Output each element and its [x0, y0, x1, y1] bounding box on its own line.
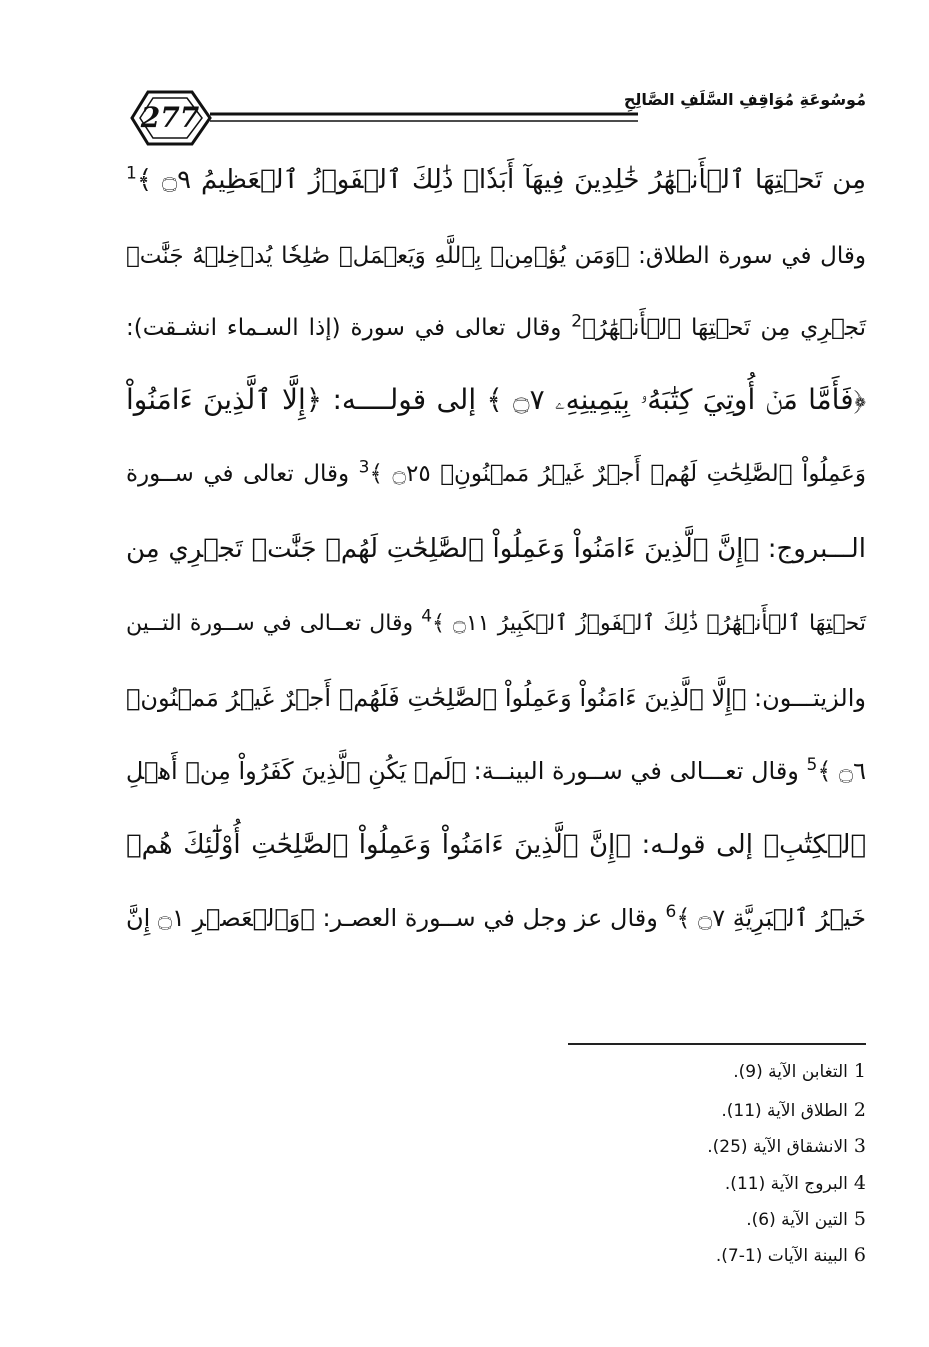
footnote-item: [733, 1058, 866, 1084]
footnote-item: [716, 1242, 866, 1268]
footnote-item: [746, 1206, 866, 1232]
footnote-reference[interactable]: 6: [665, 902, 677, 922]
text-line: [126, 823, 866, 867]
footnote-separator: [568, 1043, 866, 1045]
text-line-tail: وقال تعــالى في ســورة التــين: [126, 611, 422, 636]
text-line-content: الـــبروج: ﴿إِنَّ ٱلَّذِينَ ءَامَنُواْ وَعَمِلُواْ ٱلصَّٰلِحَٰتِ لَهُمۡ جَنَّٰتٞ تَجۡرِي مِن: [126, 534, 866, 564]
footnote-item: [721, 1097, 866, 1123]
text-line-tail: وقال عز وجل في ســورة العصـر: ﴿وَٱلۡعَصۡرِ ۝١ إِنَّ: [126, 904, 666, 932]
footnote-text: الطلاق الآية (11).: [721, 1101, 848, 1121]
text-line: [126, 234, 866, 278]
book-title: مُوسُوعَةِ مُوَاقِفِ السَّلَفِ الصَّالِحِ: [623, 90, 866, 109]
footnote-reference[interactable]: 4: [421, 606, 433, 627]
text-line: [126, 158, 866, 202]
text-line-tail: وقال تعالى في ســورة: [126, 461, 359, 487]
footnote-reference[interactable]: 2: [571, 311, 583, 332]
text-line-content: مِن تَحۡتِهَا ٱلۡأَنۡهَٰرُ خَٰلِدِينَ فِيهَآ أَبَدٗاۚ ذَٰلِكَ ٱلۡفَوۡزُ ٱلۡعَظِيمُ ۝٩ ﴾: [136, 165, 866, 195]
text-line-content: ﴿فَأَمَّا مَنۡ أُوتِيَ كِتَٰبَهُۥ بِيَمِينِهِۦ ۝٧ ﴾ إلى قولــــه: ﴿إِلَّا ٱلَّذِينَ ءَامَنُواْ: [126, 383, 866, 416]
footnote-item: [707, 1133, 866, 1159]
footnote-number: 2: [853, 1099, 866, 1121]
text-line-content: وقال في سورة الطلاق: ﴿وَمَن يُؤۡمِنۢ بِٱللَّهِ وَيَعۡمَلۡ صَٰلِحٗا يُدۡخِلۡهُ جَنَّٰتٖ: [126, 243, 866, 269]
page-number: 277: [140, 101, 200, 134]
text-line-content: تَجۡرِي مِن تَحۡتِهَا ٱلۡأَنۡهَٰرُ﴾: [582, 315, 866, 341]
text-line: [126, 452, 866, 496]
text-line: [126, 676, 866, 720]
text-line: [126, 306, 866, 350]
text-line: [126, 527, 866, 571]
footnote-item: [725, 1170, 866, 1196]
text-line: [126, 378, 866, 422]
footnote-reference[interactable]: 5: [806, 755, 818, 775]
text-line-content: والزيتـــون: ﴿إِلَّا ٱلَّذِينَ ءَامَنُواْ وَعَمِلُواْ ٱلصَّٰلِحَٰتِ فَلَهُمۡ أَجۡرٌ غَيۡرُ مَمۡنُونٖ: [126, 684, 866, 712]
footnote-text: البروج الآية (11).: [724, 1174, 848, 1194]
text-line-content: وَعَمِلُواْ ٱلصَّٰلِحَٰتِ لَهُمۡ أَجۡرٌ غَيۡرُ مَمۡنُونِۭ ۝٢٥ ﴾: [369, 461, 866, 487]
footnote-reference[interactable]: 1: [126, 163, 137, 184]
footnote-text: التين الآية (6).: [746, 1210, 848, 1230]
text-line-content: ۝٦ ﴾: [817, 757, 866, 785]
text-line-tail: وقال تعـــالى في ســورة البينــة: ﴿لَمۡ يَكُنِ ٱلَّذِينَ كَفَرُواْ مِنۡ أَهۡلِ: [125, 757, 807, 785]
text-line: [126, 896, 866, 940]
footnote-number: 6: [853, 1244, 866, 1266]
footnote-text: التغابن الآية (9).: [733, 1062, 848, 1082]
footnote-number: 4: [853, 1172, 866, 1194]
text-line-tail: وقال تعالى في سورة (إذا السـماء انشـقت):: [126, 315, 572, 341]
footnote-number: 3: [853, 1135, 866, 1157]
footnote-text: الانشقاق الآية (25).: [707, 1137, 848, 1157]
text-line-content: تَحۡتِهَا ٱلۡأَنۡهَٰرُۚ ذَٰلِكَ ٱلۡفَوۡزُ ٱلۡكَبِيرُ ۝١١ ﴾: [432, 611, 866, 636]
footnote-number: 1: [853, 1060, 866, 1082]
text-line-content: خَيۡرُ ٱلۡبَرِيَّةِ ۝٧ ﴾: [676, 904, 866, 932]
footnote-reference[interactable]: 3: [358, 457, 370, 478]
text-line: [126, 749, 866, 793]
text-line: [126, 602, 866, 646]
footnote-text: البينة الآيات (1-7).: [715, 1246, 848, 1266]
text-line-content: ٱلۡكِتَٰبِ﴾ إلى قولـه: ﴿إِنَّ ٱلَّذِينَ ءَامَنُواْ وَعَمِلُواْ ٱلصَّٰلِحَٰتِ أُوْلَٰٓئِكَ هُمۡ: [126, 830, 866, 860]
footnote-number: 5: [853, 1208, 866, 1230]
page-header: [118, 78, 866, 158]
